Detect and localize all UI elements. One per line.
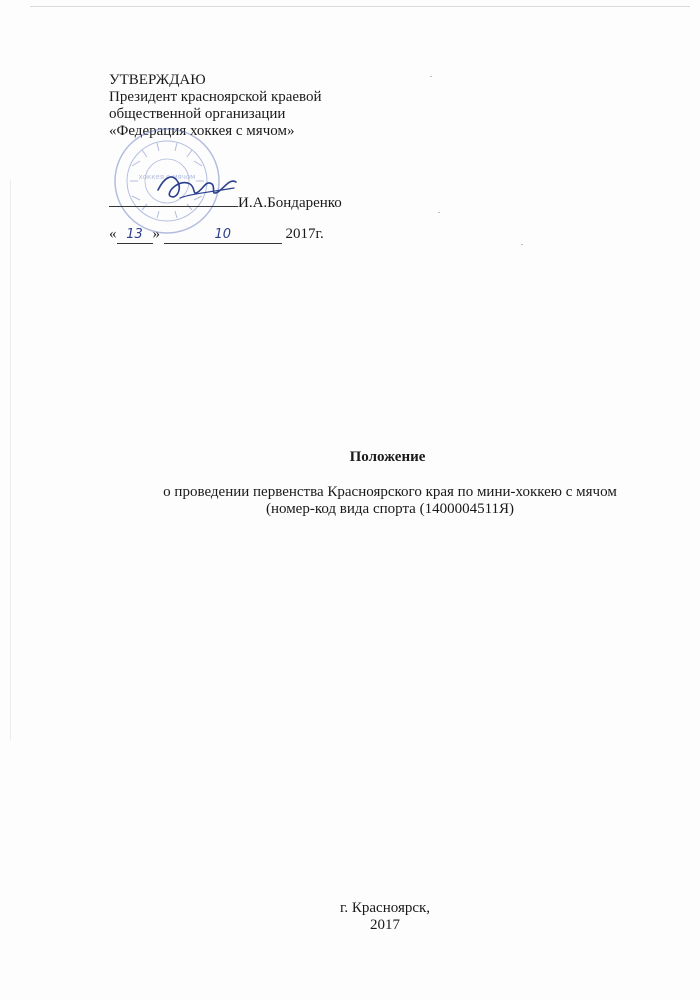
scan-speck: [438, 212, 440, 213]
scan-speck: [430, 76, 432, 77]
approval-organization: «Федерация хоккея с мячом»: [109, 123, 295, 139]
signature-row: [109, 192, 342, 212]
approval-date: [109, 226, 324, 244]
footer-city: г. Красноярск,: [339, 900, 431, 916]
footer-place-year: [290, 900, 480, 934]
approval-heading: УТВЕРЖДАЮ: [109, 72, 206, 88]
date-day-field: 13: [117, 228, 153, 244]
signer-name: И.А.Бондаренко: [238, 195, 342, 211]
date-close-quote: »: [152, 226, 160, 242]
date-month-field: 10: [164, 228, 282, 244]
document-title: Положение: [349, 449, 426, 465]
approval-position-line1: Президент красноярской краевой: [109, 89, 322, 105]
date-open-quote: «: [109, 226, 117, 242]
scan-speck: [521, 244, 523, 245]
date-year: 2017г.: [285, 226, 324, 242]
document-subtitle: [130, 484, 650, 518]
document-subtitle-line2: (номер-код вида спорта (1400004511Я): [265, 501, 515, 517]
scan-edge-top: [30, 6, 690, 7]
approval-position-line2: общественной организации: [109, 106, 286, 122]
signature-line: [109, 192, 238, 207]
stamp-center-text: хоккея с мячом: [138, 173, 196, 181]
document-subtitle-line1: о проведении первенства Красноярского края по мини-хоккею с мячом: [163, 484, 617, 500]
footer-year: 2017: [370, 917, 400, 933]
